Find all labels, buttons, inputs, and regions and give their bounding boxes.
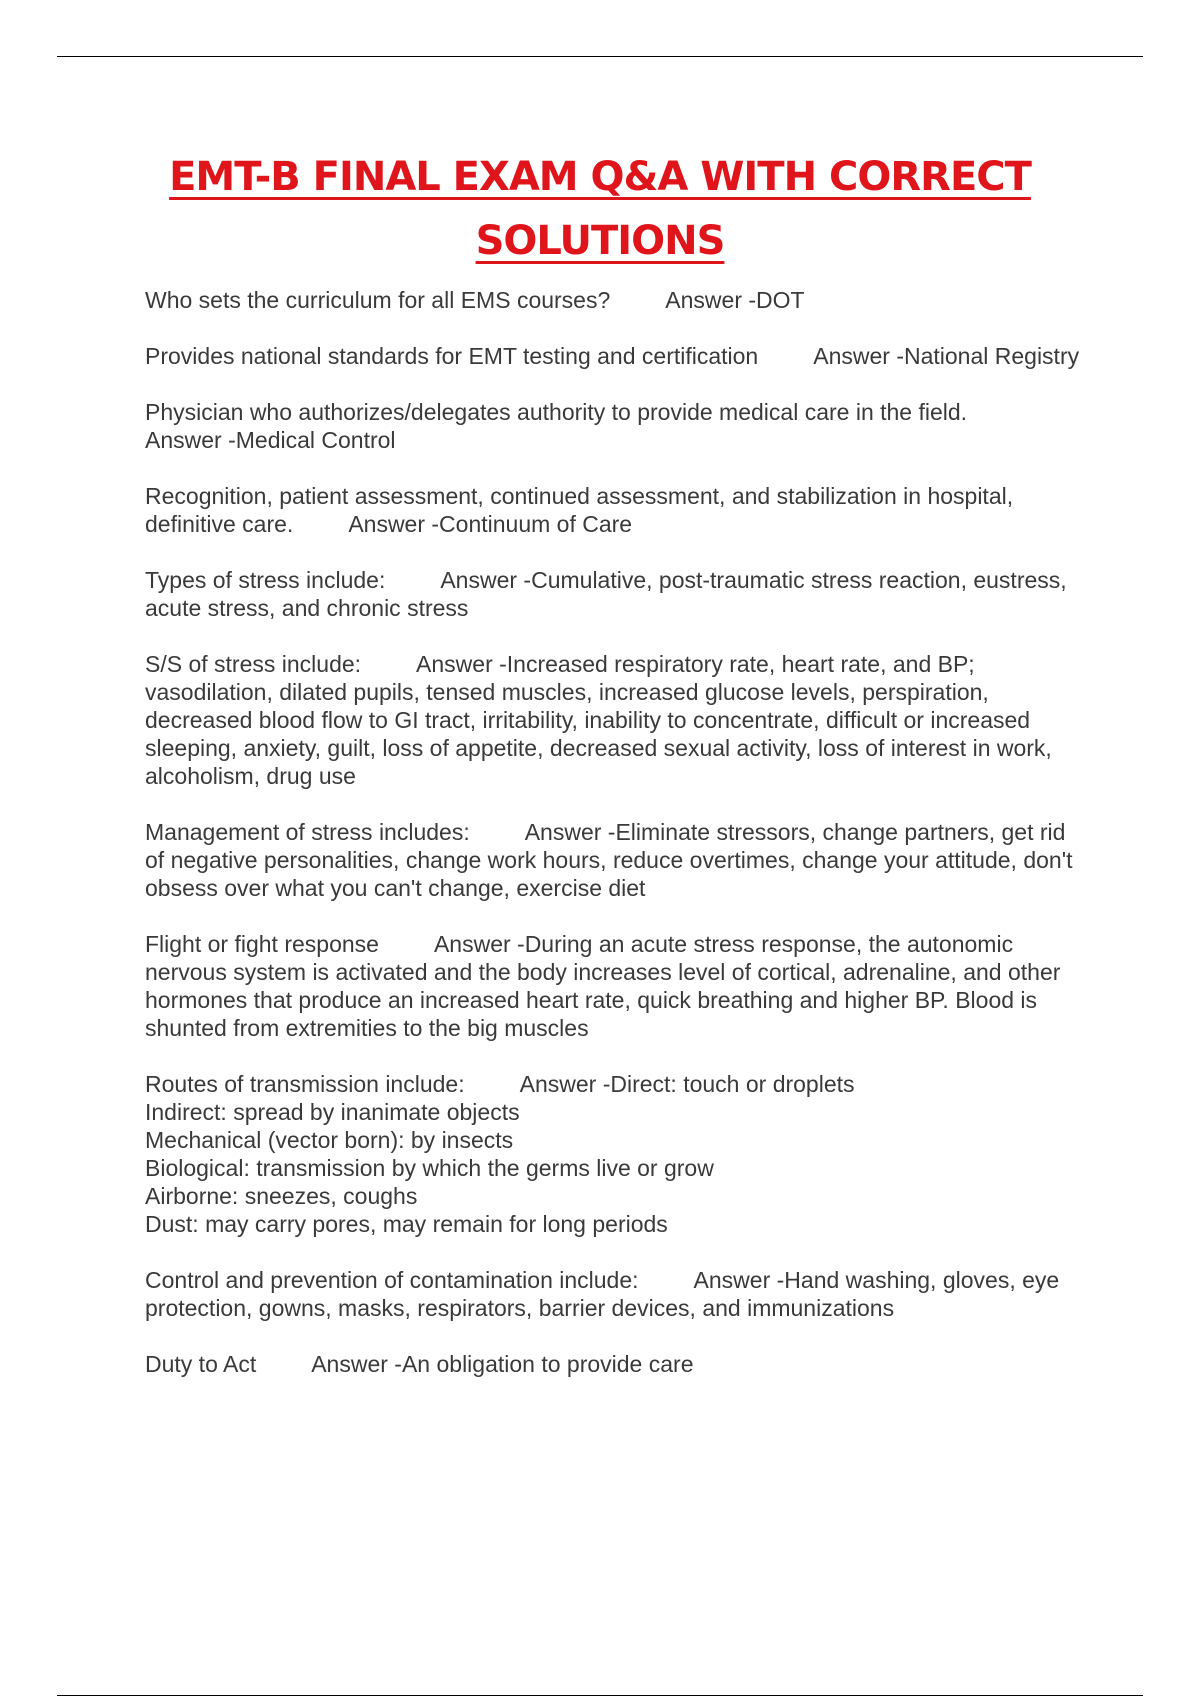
document-title xyxy=(100,145,1100,273)
answer: Answer -During an acute stress response, the autonomic nervous system is activated and the body increases level of cortical, adrenaline, and other hormones that produce an increased heart rate, quick breathing and higher BP. Blood is shunted from extremities to the big muscles xyxy=(145,931,1067,1041)
qa-item xyxy=(145,1350,1085,1378)
question: Management of stress includes: xyxy=(145,819,470,845)
qa-item xyxy=(145,1266,1085,1322)
question: Provides national standards for EMT testing and certification xyxy=(145,343,759,369)
top-rule xyxy=(57,56,1143,57)
question: S/S of stress include: xyxy=(145,651,362,677)
qa-item xyxy=(145,398,1085,454)
question: Recognition, patient assessment, continued assessment, and stabilization in hospital, definitive care. xyxy=(145,483,1020,537)
answer: Answer -Continuum of Care xyxy=(348,511,633,537)
qa-item xyxy=(145,650,1085,790)
answer: Answer -Direct: touch or droplets Indirect: spread by inanimate objects Mechanical (vector born): by insects Biological: transmission by which the germs live or grow Airborne: sneezes, coughs Dust: may carry pores, may remain for long periods xyxy=(145,1071,855,1237)
answer: Answer -DOT xyxy=(665,287,805,313)
title-line-1: EMT-B FINAL EXAM Q&A WITH CORRECT xyxy=(169,154,1031,200)
qa-list xyxy=(145,286,1085,1406)
answer: Answer -An obligation to provide care xyxy=(311,1351,694,1377)
answer: Answer -Cumulative, post-traumatic stress reaction, eustress, acute stress, and chronic stress xyxy=(145,567,1074,621)
qa-item xyxy=(145,482,1085,538)
qa-item xyxy=(145,1070,1085,1238)
question: Duty to Act xyxy=(145,1351,257,1377)
qa-item xyxy=(145,566,1085,622)
question: Routes of transmission include: xyxy=(145,1071,465,1097)
answer: Answer -Hand washing, gloves, eye protection, gowns, masks, respirators, barrier devices, and immunizations xyxy=(145,1267,1066,1321)
question: Flight or fight response xyxy=(145,931,379,957)
qa-item xyxy=(145,818,1085,902)
question: Types of stress include: xyxy=(145,567,386,593)
answer: Answer -National Registry xyxy=(813,343,1080,369)
bottom-rule xyxy=(57,1695,1143,1696)
question: Control and prevention of contamination include: xyxy=(145,1267,639,1293)
qa-item xyxy=(145,286,1085,314)
answer: Answer -Eliminate stressors, change partners, get rid of negative personalities, change work hours, reduce overtimes, change your attitude, don't obsess over what you can't change, exercise diet xyxy=(145,819,1079,901)
question: Physician who authorizes/delegates authority to provide medical care in the field. xyxy=(145,399,968,425)
question: Who sets the curriculum for all EMS courses? xyxy=(145,287,611,313)
answer: Answer -Increased respiratory rate, heart rate, and BP; vasodilation, dilated pupils, tensed muscles, increased glucose levels, perspiration, decreased blood flow to GI tract, irritability, inability to concentrate, difficult or increased sleeping, anxiety, guilt, loss of appetite, decreased sexual activity, loss of interest in work, alcoholism, drug use xyxy=(145,651,1059,789)
qa-item xyxy=(145,342,1085,370)
title-line-2: SOLUTIONS xyxy=(475,218,725,264)
answer: Answer -Medical Control xyxy=(145,427,396,453)
qa-item xyxy=(145,930,1085,1042)
